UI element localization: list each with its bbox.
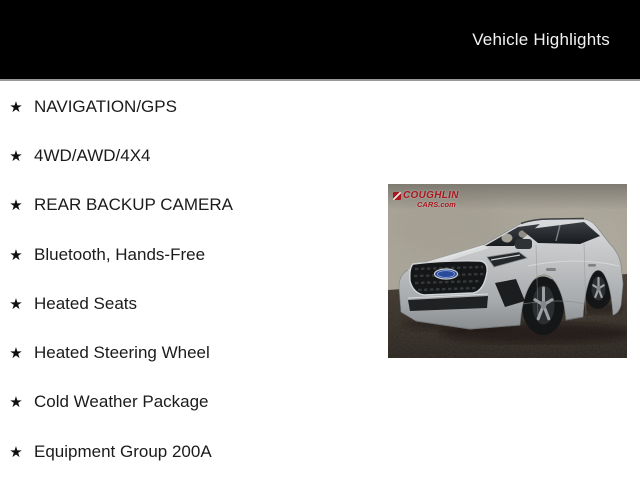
star-icon: ★ bbox=[9, 98, 23, 116]
list-item bbox=[0, 328, 380, 377]
list-item bbox=[0, 427, 380, 476]
feature-label: NAVIGATION/GPS bbox=[34, 96, 177, 116]
list-item bbox=[0, 82, 380, 131]
feature-label: Heated Seats bbox=[34, 293, 138, 313]
vehicle-photo-illustration bbox=[388, 184, 627, 358]
vehicle-photo bbox=[388, 184, 627, 358]
watermark-domain: CARS.com bbox=[417, 200, 456, 209]
star-icon: ★ bbox=[9, 345, 23, 363]
features-list bbox=[0, 82, 380, 476]
header-bar bbox=[0, 0, 640, 81]
list-item bbox=[0, 181, 380, 230]
star-icon: ★ bbox=[9, 394, 23, 412]
dealer-watermark bbox=[393, 191, 459, 209]
feature-label: REAR BACKUP CAMERA bbox=[34, 195, 234, 215]
star-icon: ★ bbox=[9, 443, 23, 461]
feature-label: Equipment Group 200A bbox=[34, 441, 212, 461]
feature-label: Heated Steering Wheel bbox=[34, 343, 210, 363]
star-icon: ★ bbox=[9, 246, 23, 264]
feature-label: Cold Weather Package bbox=[34, 392, 209, 412]
list-item bbox=[0, 230, 380, 279]
star-icon: ★ bbox=[9, 147, 23, 165]
list-item bbox=[0, 131, 380, 180]
watermark-dealer-name: COUGHLIN bbox=[403, 190, 459, 201]
page-title: Vehicle Highlights bbox=[472, 29, 610, 49]
star-icon: ★ bbox=[9, 295, 23, 313]
list-item bbox=[0, 378, 380, 427]
front-wheel bbox=[526, 277, 561, 332]
feature-label: Bluetooth, Hands-Free bbox=[34, 244, 206, 264]
coughlin-logo-icon bbox=[393, 192, 401, 200]
side-mirror bbox=[515, 239, 532, 249]
star-icon: ★ bbox=[9, 197, 23, 215]
feature-label: 4WD/AWD/4X4 bbox=[34, 145, 151, 165]
list-item bbox=[0, 279, 380, 328]
